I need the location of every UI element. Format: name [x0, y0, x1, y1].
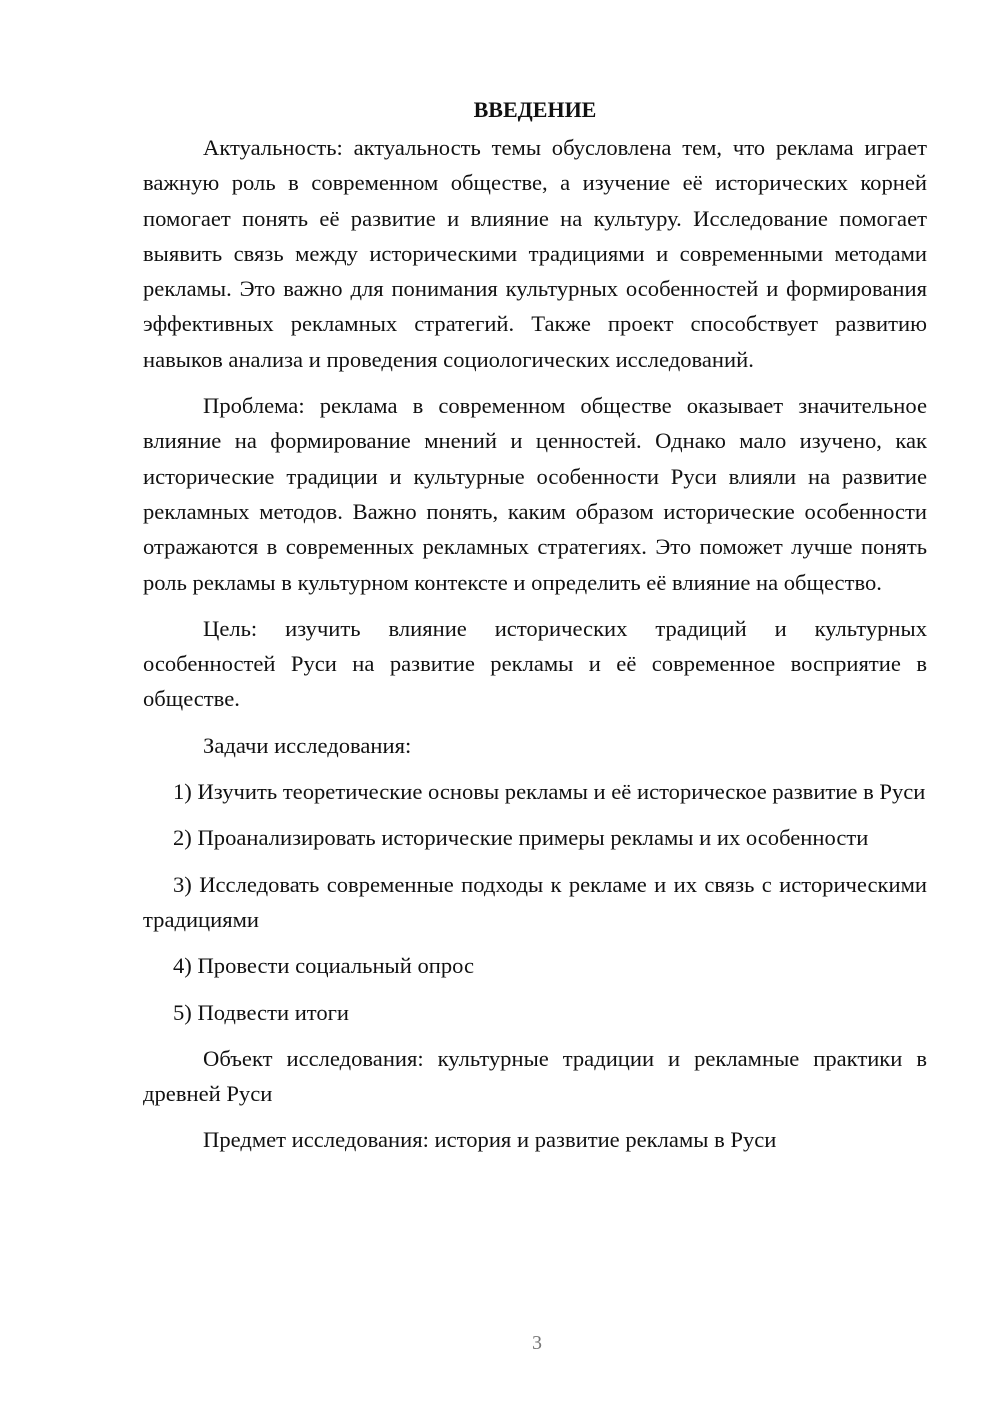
task-item-5: 5) Подвести итоги — [173, 999, 350, 1025]
document-page — [143, 92, 927, 1169]
problem-paragraph: Проблема: реклама в современном обществе оказывает значительное влияние на формирование мнений и ценностей. Однако мало изучено, как исторические традиции и культурные особенности Руси влияли на развитие рекламных методов. Важно понять, каким образом исторические особенности отражаются в современных рекламных стратегиях. Это поможет лучше понять роль рекламы в культурном контексте и определить её влияние на общество. — [143, 393, 927, 595]
goal-paragraph: Цель: изучить влияние исторических традиций и культурных особенностей Руси на развитие рекламы и её современное восприятие в обществе. — [143, 615, 927, 712]
task-item-2: 2) Проанализировать исторические примеры рекламы и их особенности — [173, 825, 869, 851]
task-item-3: 3) Исследовать современные подходы к рекламе и их связь с историческими традициями — [143, 871, 927, 932]
subject-paragraph: Предмет исследования: история и развитие рекламы в Руси — [203, 1127, 777, 1153]
tasks-title: Задачи исследования: — [203, 732, 412, 758]
task-item-1: 1) Изучить теоретические основы рекламы и её историческое развитие в Руси — [173, 779, 926, 805]
relevance-paragraph: Актуальность: актуальность темы обусловлена тем, что реклама играет важную роль в современном обществе, а изучение её исторических корней помогает понять её развитие и влияние на культуру. Исследование помогает выявить связь между историческими традициями и современными методами рекламы. Это важно для понимания культурных особенностей и формирования эффективных рекламных стратегий. Также проект способствует развитию навыков анализа и проведения социологических исследований. — [143, 135, 927, 372]
task-item-4: 4) Провести социальный опрос — [173, 953, 475, 979]
section-heading: ВВЕДЕНИЕ — [473, 97, 597, 122]
page-number: 3 — [532, 1332, 542, 1354]
object-paragraph: Объект исследования: культурные традиции и рекламные практики в древней Руси — [143, 1045, 927, 1107]
